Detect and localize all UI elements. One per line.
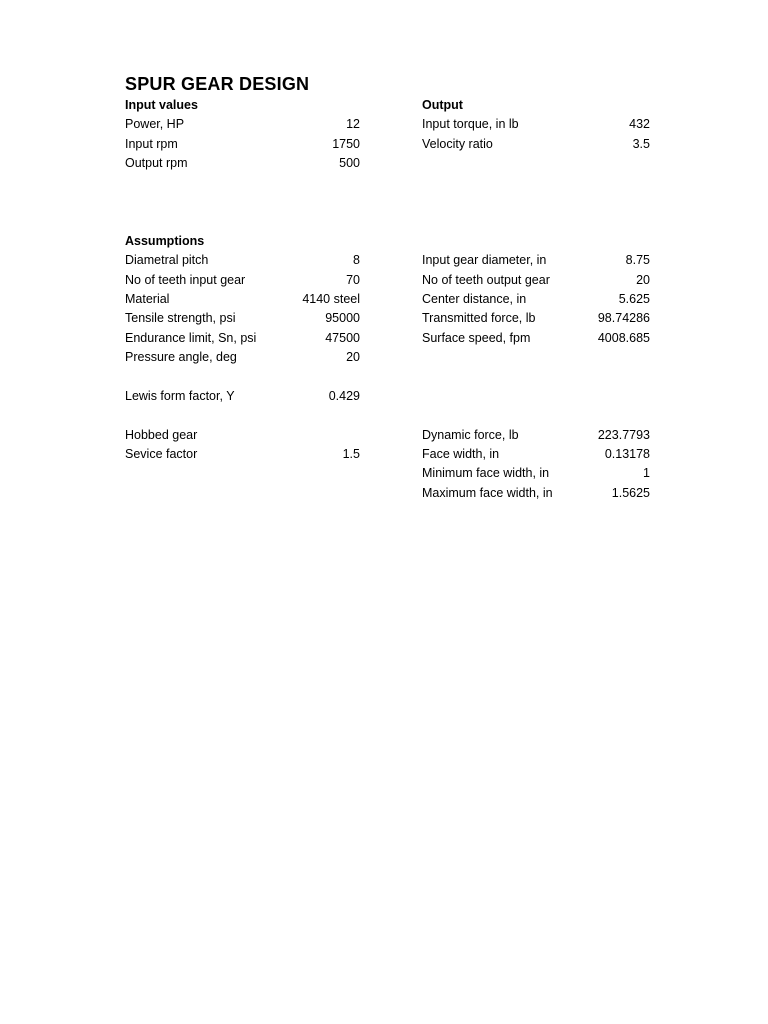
input-label: Output rpm: [125, 156, 188, 171]
result-row-gear-diameter: [422, 251, 650, 270]
result-value: 98.74286: [597, 311, 650, 326]
assumption-value: 20: [346, 350, 360, 365]
spacer: [422, 232, 650, 251]
sheet-title: SPUR GEAR DESIGN: [125, 74, 310, 94]
output-row-torque: [422, 115, 650, 134]
lewis-label: Lewis form factor, Y: [125, 388, 235, 403]
lewis-value: 0.429: [328, 388, 360, 403]
service-factor-row: [125, 445, 360, 464]
result-label: Dynamic force, lb: [422, 427, 519, 442]
result-label: Minimum face width, in: [422, 466, 550, 481]
assumption-label: Pressure angle, deg: [125, 350, 237, 365]
result-label: Face width, in: [422, 447, 500, 462]
result-label: Center distance, in: [422, 291, 527, 306]
result-row-dynamic-force: [422, 426, 650, 445]
result-value: 1: [643, 466, 650, 481]
output-label: Velocity ratio: [422, 136, 493, 151]
hobbed-row: [125, 426, 360, 445]
assumption-label: Material: [125, 291, 170, 306]
result-value: 5.625: [618, 291, 650, 306]
hobbed-label: Hobbed gear: [125, 427, 198, 442]
spacer: [125, 406, 360, 425]
input-row-input-rpm: [125, 135, 360, 154]
assumption-value: 4140 steel: [302, 291, 360, 306]
assumption-value: 95000: [325, 311, 360, 326]
assumptions-heading: [125, 232, 360, 251]
assumption-row-teeth-input: [125, 271, 360, 290]
spacer: [422, 406, 650, 425]
assumption-label: No of teeth input gear: [125, 272, 246, 287]
spacer: [125, 367, 360, 386]
input-value: 500: [339, 156, 360, 171]
input-value: 1750: [332, 136, 360, 151]
lewis-row: [125, 387, 360, 406]
service-factor-value: 1.5: [342, 447, 360, 462]
output-value: 432: [629, 117, 650, 132]
spacer: [422, 387, 650, 406]
result-value: 1.5625: [611, 485, 650, 500]
assumption-value: 70: [346, 272, 360, 287]
result-label: Transmitted force, lb: [422, 311, 536, 326]
result-row-transmitted-force: [422, 309, 650, 328]
output-row-velocity-ratio: [422, 135, 650, 154]
assumption-row-endurance: [125, 329, 360, 348]
input-row-power: [125, 115, 360, 134]
service-factor-label: Sevice factor: [125, 447, 198, 462]
result-row-surface-speed: [422, 329, 650, 348]
input-values-heading-label: Input values: [125, 98, 198, 112]
spacer: [422, 348, 650, 367]
assumption-row-tensile: [125, 309, 360, 328]
result-value: 8.75: [625, 253, 650, 268]
spacer: [125, 212, 360, 231]
spacer: [422, 212, 650, 231]
spacer: [125, 193, 360, 212]
spacer: [422, 174, 650, 193]
result-label: No of teeth output gear: [422, 272, 550, 287]
assumptions-heading-label: Assumptions: [125, 233, 205, 248]
result-row-center-distance: [422, 290, 650, 309]
assumption-row-material: [125, 290, 360, 309]
output-label: Input torque, in lb: [422, 117, 519, 132]
right-column: [422, 96, 650, 503]
assumption-value: 8: [353, 253, 360, 268]
result-label: Input gear diameter, in: [422, 253, 547, 268]
result-value: 4008.685: [597, 330, 650, 345]
input-label: Input rpm: [125, 136, 178, 151]
input-label: Power, HP: [125, 117, 185, 132]
assumption-label: Tensile strength, psi: [125, 311, 236, 326]
output-heading: [422, 96, 650, 115]
assumption-row-diametral-pitch: [125, 251, 360, 270]
input-value: 12: [346, 117, 360, 132]
assumption-label: Endurance limit, Sn, psi: [125, 330, 257, 345]
result-row-teeth-output: [422, 271, 650, 290]
assumption-label: Diametral pitch: [125, 253, 209, 268]
assumption-value: 47500: [325, 330, 360, 345]
result-value: 0.13178: [604, 447, 650, 462]
left-column: [125, 96, 360, 464]
input-row-output-rpm: [125, 154, 360, 173]
spacer: [422, 193, 650, 212]
result-value: 20: [636, 272, 650, 287]
output-heading-label: Output: [422, 98, 463, 112]
spacer: [422, 367, 650, 386]
input-values-heading: [125, 96, 360, 115]
assumption-row-pressure-angle: [125, 348, 360, 367]
spacer: [125, 174, 360, 193]
spacer: [422, 154, 650, 173]
result-label: Maximum face width, in: [422, 485, 553, 500]
result-row-max-face-width: [422, 484, 650, 503]
result-label: Surface speed, fpm: [422, 330, 531, 345]
result-row-min-face-width: [422, 464, 650, 483]
result-value: 223.7793: [597, 427, 650, 442]
result-row-face-width: [422, 445, 650, 464]
output-value: 3.5: [632, 136, 650, 151]
